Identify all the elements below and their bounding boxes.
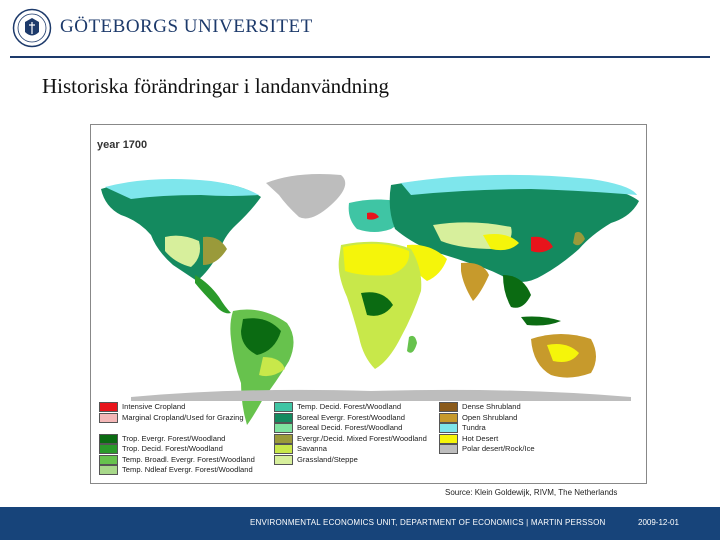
map-year-label: year 1700 xyxy=(97,139,148,151)
slide-header xyxy=(0,0,720,52)
legend-swatch xyxy=(99,413,118,423)
header-divider xyxy=(10,56,710,58)
legend-item xyxy=(99,413,255,424)
legend-item xyxy=(99,444,255,455)
legend-item xyxy=(274,413,427,424)
legend-swatch xyxy=(274,423,293,433)
legend-label: Savanna xyxy=(297,444,327,453)
legend-swatch xyxy=(439,444,458,454)
legend-label: Open Shrubland xyxy=(462,412,518,422)
footer-text: ENVIRONMENTAL ECONOMICS UNIT, DEPARTMENT OF ECONOMICS | MARTIN PERSSON xyxy=(250,518,606,527)
legend-swatch xyxy=(274,444,293,454)
madagascar xyxy=(407,336,417,353)
legend-item xyxy=(99,465,255,476)
legend-swatch xyxy=(99,465,118,475)
legend-swatch xyxy=(99,434,118,444)
legend-spacer xyxy=(99,423,255,434)
university-name: GÖTEBORGS UNIVERSITET xyxy=(60,16,313,37)
legend-swatch xyxy=(439,423,458,433)
legend-label: Evergr./Decid. Mixed Forest/Woodland xyxy=(297,433,427,443)
legend-label: Temp. Decid. Forest/Woodland xyxy=(297,402,402,411)
central-america xyxy=(195,275,231,313)
greenland xyxy=(266,174,345,219)
legend-label: Trop. Decid. Forest/Woodland xyxy=(122,444,223,453)
legend-label: Intensive Cropland xyxy=(122,402,186,411)
university-seal-icon xyxy=(12,8,52,48)
legend-item xyxy=(274,444,427,455)
antarctica xyxy=(131,390,631,401)
legend-label: Trop. Evergr. Forest/Woodland xyxy=(122,433,226,443)
legend-label: Boreal Evergr. Forest/Woodland xyxy=(297,412,405,422)
footer-date: 2009-12-01 xyxy=(638,518,679,527)
legend-item xyxy=(99,434,255,445)
land-use-map xyxy=(90,124,647,484)
legend-swatch xyxy=(439,434,458,444)
legend-swatch xyxy=(274,413,293,423)
legend-label: Boreal Decid. Forest/Woodland xyxy=(297,423,403,432)
legend-label: Polar desert/Rock/Ice xyxy=(462,444,535,453)
legend-item xyxy=(99,402,255,413)
legend-label: Marginal Cropland/Used for Grazing xyxy=(122,412,244,422)
legend-column-2 xyxy=(274,402,427,465)
legend-swatch xyxy=(439,413,458,423)
legend-swatch xyxy=(99,402,118,412)
legend-label: Grassland/Steppe xyxy=(297,454,358,464)
legend-item xyxy=(274,423,427,434)
legend-item xyxy=(274,455,427,466)
sahara xyxy=(343,244,409,276)
legend-item xyxy=(439,444,535,455)
legend-label: Hot Desert xyxy=(462,433,499,443)
legend-item xyxy=(439,434,535,445)
legend-item xyxy=(274,434,427,445)
legend-label: Temp. Ndleaf Evergr. Forest/Woodland xyxy=(122,465,253,474)
slide-footer xyxy=(0,507,720,540)
legend-item xyxy=(274,402,427,413)
legend-label: Tundra xyxy=(462,423,486,432)
indonesia xyxy=(521,317,561,326)
legend-item xyxy=(439,413,535,424)
legend-swatch xyxy=(99,455,118,465)
legend-label: Temp. Broadl. Evergr. Forest/Woodland xyxy=(122,454,255,464)
legend-column-3 xyxy=(439,402,535,455)
source-citation: Source: Klein Goldewijk, RIVM, The Netherlands xyxy=(445,488,618,497)
legend-item xyxy=(439,423,535,434)
legend-swatch xyxy=(274,434,293,444)
legend-item xyxy=(99,455,255,466)
legend-swatch xyxy=(274,455,293,465)
legend-item xyxy=(439,402,535,413)
legend-column-1 xyxy=(99,402,255,476)
legend-swatch xyxy=(99,444,118,454)
legend-label: Dense Shrubland xyxy=(462,402,521,411)
map-legend xyxy=(99,402,639,480)
legend-swatch xyxy=(274,402,293,412)
legend-swatch xyxy=(439,402,458,412)
slide-title: Historiska förändringar i landanvändning xyxy=(42,74,389,98)
india xyxy=(461,263,489,301)
